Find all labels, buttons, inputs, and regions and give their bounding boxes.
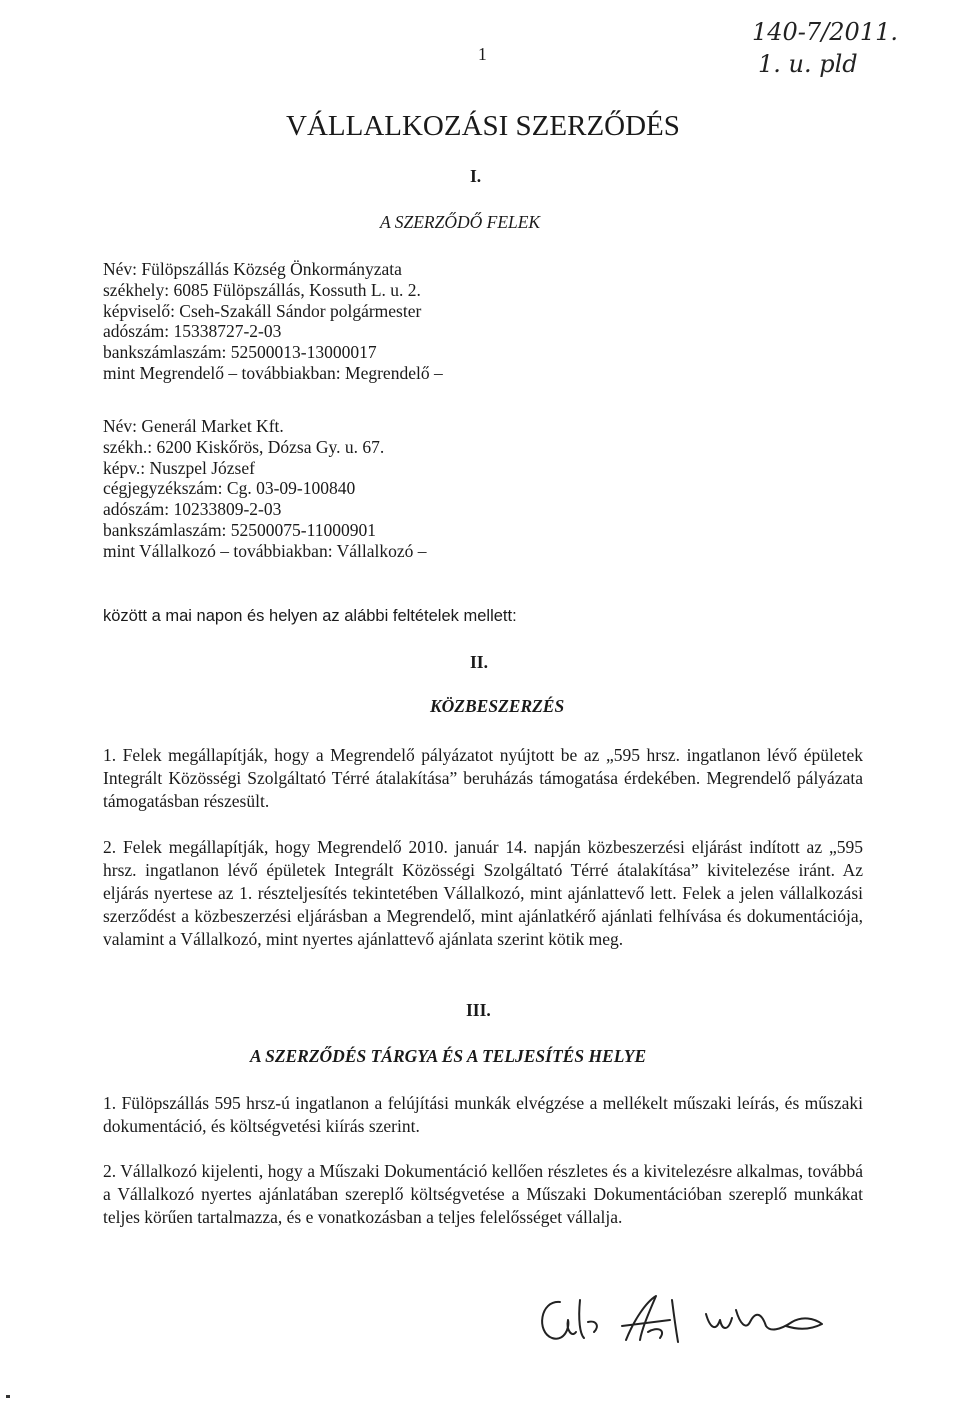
party1-line: adószám: 15338727-2-03	[103, 321, 282, 342]
parties-closing: között a mai napon és helyen az alábbi feltételek mellett:	[103, 607, 517, 625]
party1-line: mint Megrendelő – továbbiakban: Megrendelő –	[103, 362, 443, 383]
party1-line: székhely: 6085 Fülöpszállás, Kossuth L. u. 2.	[103, 279, 421, 300]
party2-line: bankszámlaszám: 52500075-11000901	[103, 519, 376, 540]
section-title: A SZERZŐDÉS TÁRGYA ÉS A TELJESÍTÉS HELYE	[250, 1046, 647, 1066]
party1-block	[103, 259, 443, 384]
party2-line: mint Vállalkozó – továbbiakban: Vállalkozó –	[103, 540, 427, 561]
party2-block	[103, 416, 427, 562]
party2-line: cégjegyzékszám: Cg. 03-09-100840	[103, 478, 356, 499]
handwritten-reference-line: 140-7/2011.	[752, 18, 898, 46]
document-title: VÁLLALKOZÁSI SZERZŐDÉS	[286, 110, 680, 142]
section-number: I.	[470, 166, 482, 186]
section-title: KÖZBESZERZÉS	[430, 696, 565, 716]
handwritten-signatures	[530, 1280, 830, 1360]
section2-paragraph: 1. Felek megállapítják, hogy a Megrendelő pályázatot nyújtott be az „595 hrsz. ingatlanon lévő épületek Integrált Közösségi Szolgáltató Térré átalakítása” beruházás támogatása érdekében. Megrendelő pályázata támogatásban részesült.	[103, 745, 863, 811]
handwritten-reference	[752, 18, 898, 78]
section3-paragraph: 1. Fülöpszállás 595 hrsz-ú ingatlanon a felújítási munkák elvégzése a mellékelt műszaki leírás, és műszaki dokumentáció, és költségvetési kiírás szerint.	[103, 1093, 863, 1136]
section-number: III.	[466, 1000, 491, 1020]
section-title: A SZERZŐDŐ FELEK	[380, 212, 541, 232]
party2-line: adószám: 10233809-2-03	[103, 499, 282, 520]
party1-line: bankszámlaszám: 52500013-13000017	[103, 342, 377, 363]
page-number: 1	[478, 44, 487, 64]
section-number: II.	[470, 652, 488, 672]
section3-paragraph: 2. Vállalkozó kijelenti, hogy a Műszaki Dokumentáció kellően részletes és a kivitelezésre alkalmas, továbbá a Vállalkozó nyertes ajánlatában szereplő költségvetése a Műszaki Dokumentációban szereplő munkákat teljes körűen tartalmazza, és e vonatkozásban a teljes felelősséget vállalja.	[103, 1161, 863, 1227]
handwritten-reference-line: 1. u. pld	[758, 50, 858, 78]
party2-line: képv.: Nuszpel József	[103, 457, 255, 478]
party1-line: Név: Fülöpszállás Község Önkormányzata	[103, 259, 402, 279]
party2-line: Név: Generál Market Kft.	[103, 416, 284, 436]
party1-line: képviselő: Cseh-Szakáll Sándor polgármester	[103, 300, 422, 321]
scan-mark	[6, 1395, 10, 1398]
party2-line: székh.: 6200 Kiskőrös, Dózsa Gy. u. 67.	[103, 436, 385, 457]
section2-paragraph: 2. Felek megállapítják, hogy Megrendelő 2010. január 14. napján közbeszerzési eljárást indított az „595 hrsz. ingatlanon lévő épületek Integrált Közösségi Szolgáltató Térré átalakítása” kivitelezése iránt. Az eljárás nyertese az 1. részteljesítés tekintetében Vállalkozó, mint ajánlattevő lett. Felek a jelen vállalkozási szerződést a közbeszerzési eljárásban a Megrendelő, mint ajánlatkérő ajánlati felhívása és dokumentációja, valamint a Vállalkozó, mint nyertes ajánlattevő ajánlata szerint kötik meg.	[103, 837, 863, 949]
